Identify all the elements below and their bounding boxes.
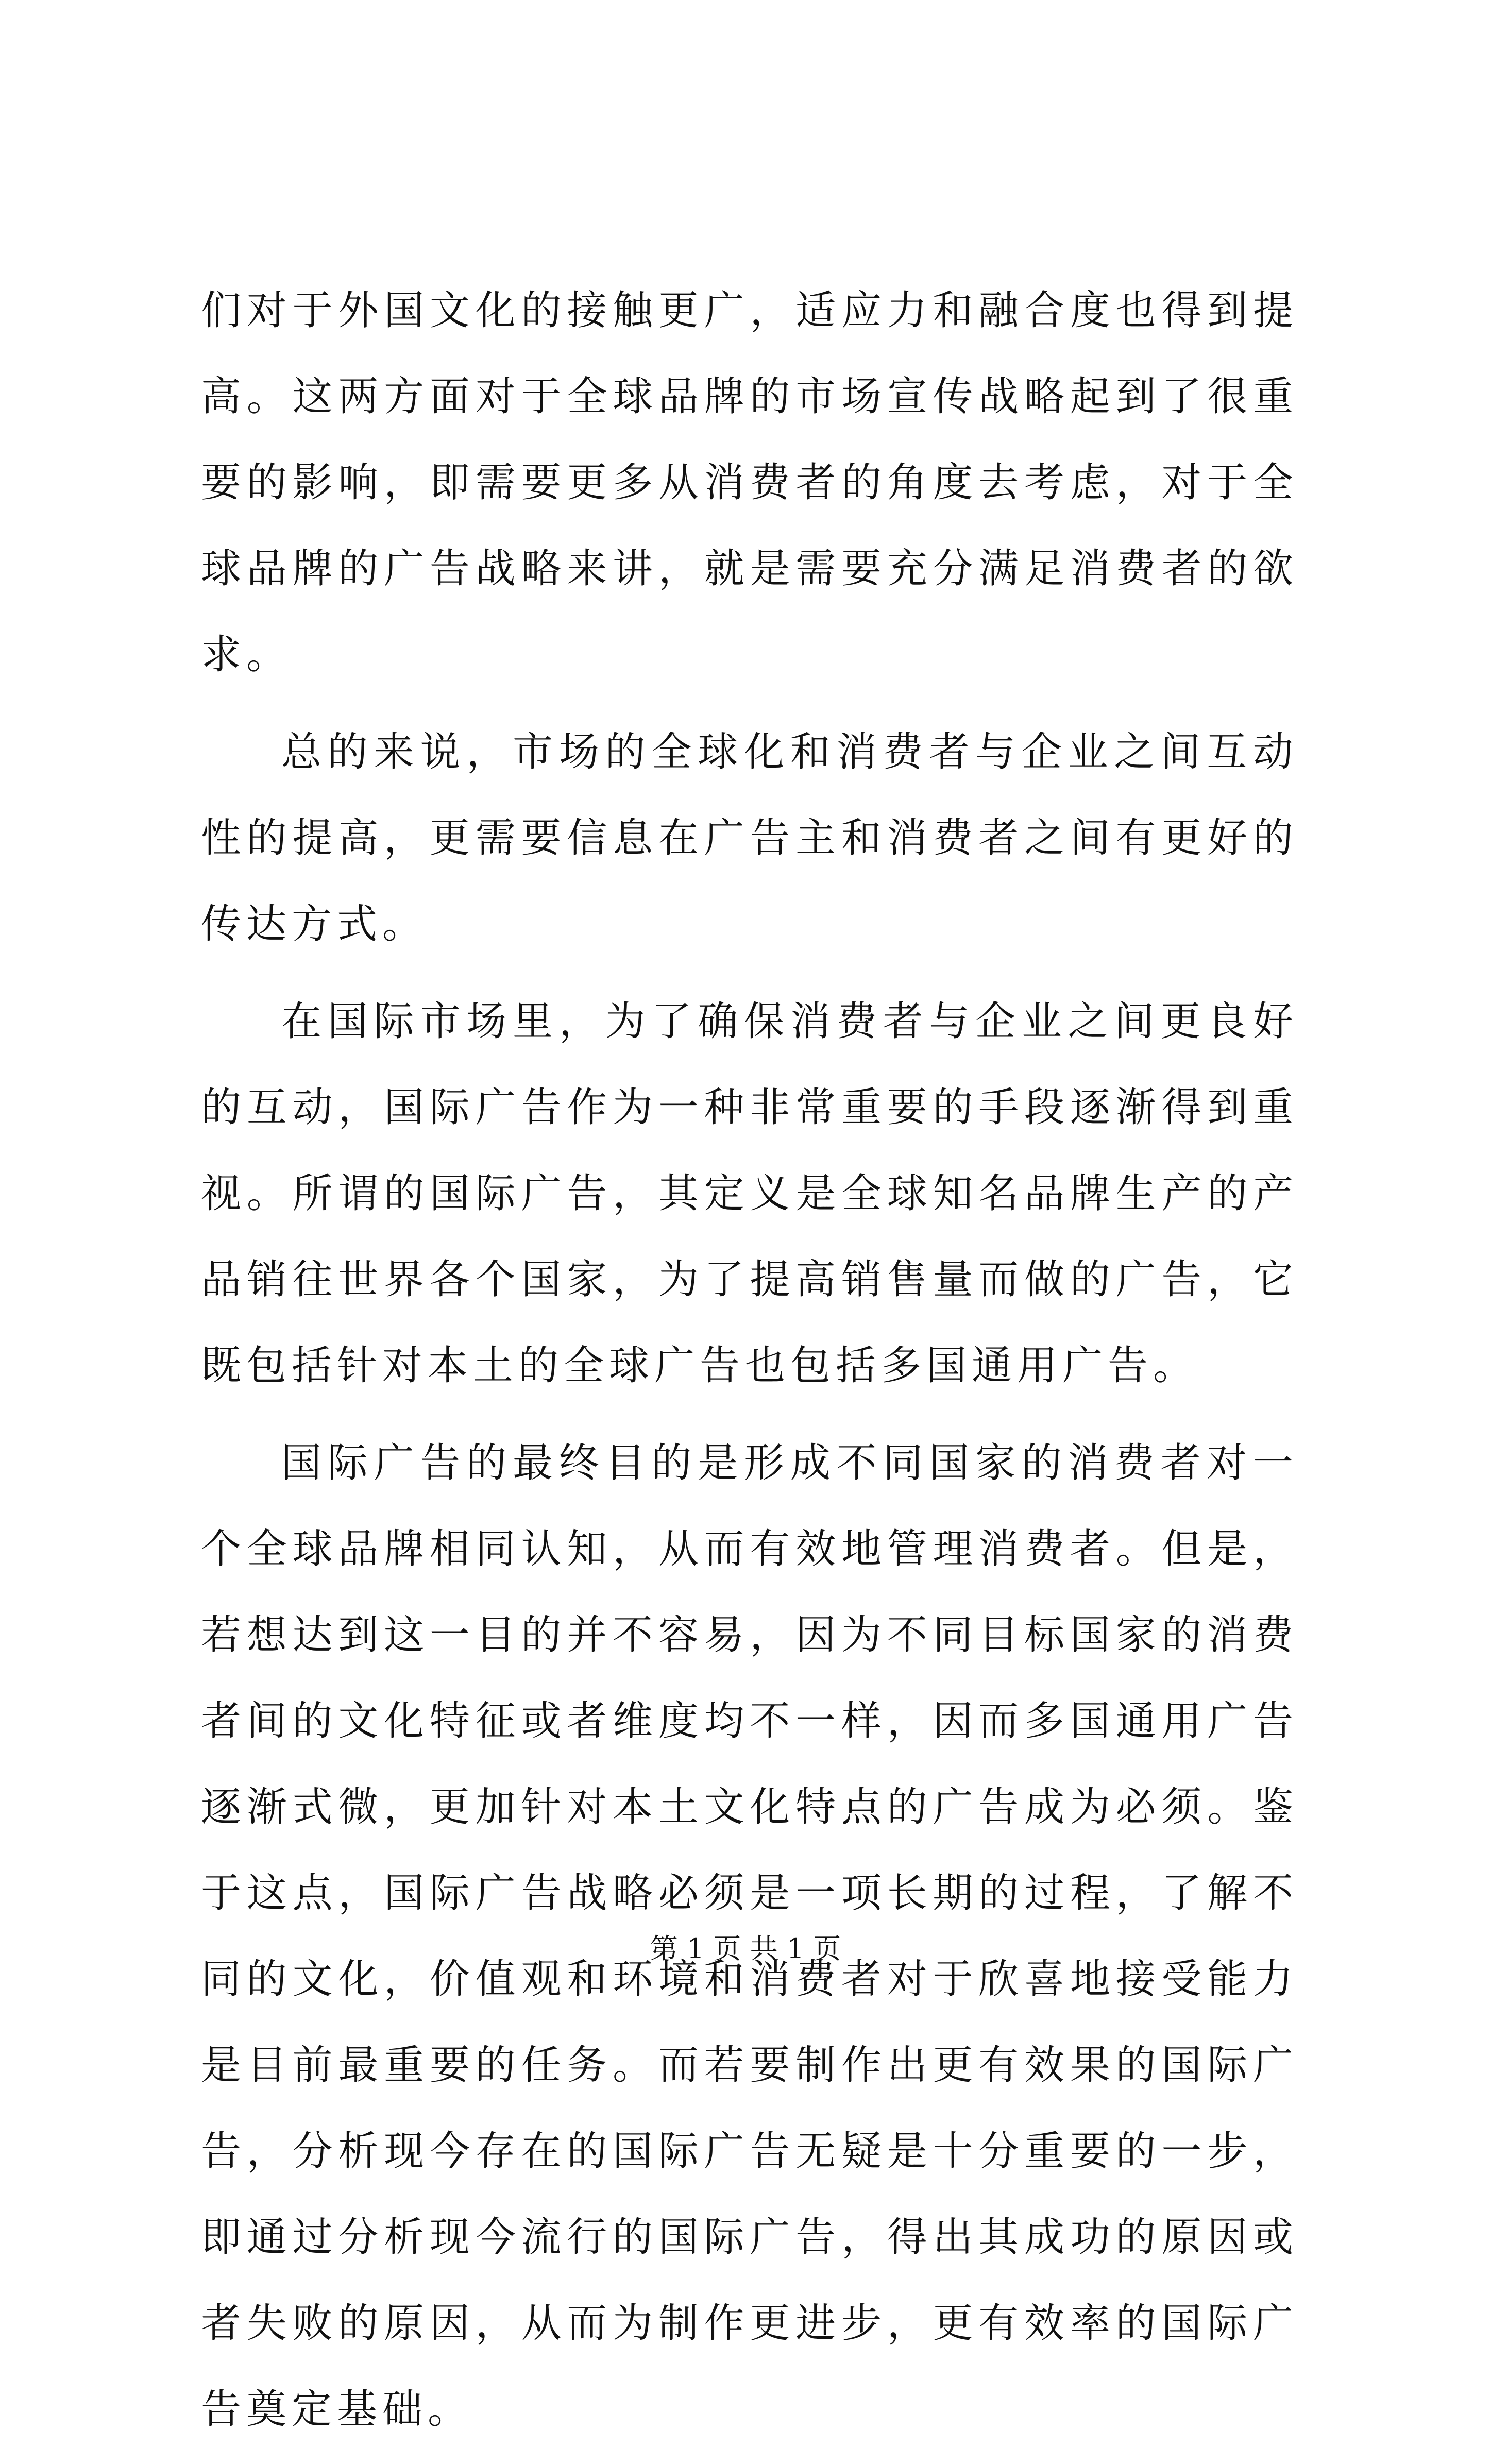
- paragraph-3: 在国际市场里，为了确保消费者与企业之间更良好的互动，国际广告作为一种非常重要的手段逐渐得到重视。所谓的国际广告，其定义是全球知名品牌生产的产品销往世界各个国家，为了提高销售量而做的广告，它既包括针对本土的全球广告也包括多国通用广告。: [201, 998, 1298, 1389]
- paragraph-1: 们对于外国文化的接触更广，适应力和融合度也得到提高。这两方面对于全球品牌的市场宣传战略起到了很重要的影响，即需要更多从消费者的角度去考虑，对于全球品牌的广告战略来讲，就是需要充分满足消费者的欲求。: [201, 287, 1298, 678]
- paragraph-2: 总的来说，市场的全球化和消费者与企业之间互动性的提高，更需要信息在广告主和消费者之间有更好的传达方式。: [201, 729, 1298, 947]
- page-footer: 第 1 页 共 1 页: [650, 1932, 841, 1965]
- paragraph-4: 国际广告的最终目的是形成不同国家的消费者对一个全球品牌相同认知，从而有效地管理消费者。但是，若想达到这一目的并不容易，因为不同目标国家的消费者间的文化特征或者维度均不一样，因而多国通用广告逐渐式微，更加针对本土文化特点的广告成为必须。鉴于这点，国际广告战略必须是一项长期的过程，了解不同的文化，价值观和环境和消费者对于欣喜地接受能力是目前最重要的任务。而若要制作出更有效果的国际广告，分析现今存在的国际广告无疑是十分重要的一步，即通过分析现今流行的国际广告，得出其成功的原因或者失败的原因，从而为制作更进步，更有效率的国际广告奠定基础。: [201, 1440, 1298, 2433]
- document-body: [201, 268, 1298, 2464]
